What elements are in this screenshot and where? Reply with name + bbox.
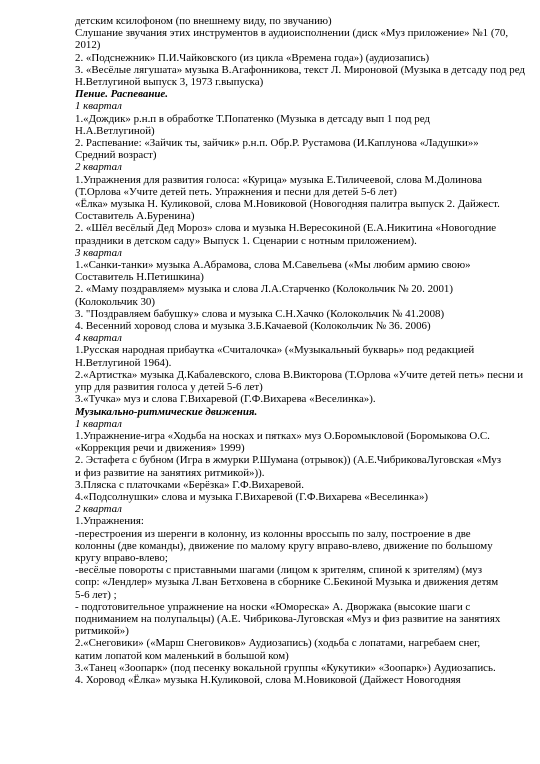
text-line: праздники в детском саду» Выпуск 1. Сценарии с нотным приложением).	[75, 234, 417, 247]
text-line: 2. «Маму поздравляем» музыка и слова Л.А.Старченко (Колокольчик № 20. 2001)	[75, 283, 453, 296]
text-line: -перестроения из шеренги в колонну, из колонны вроссыпь по залу, построение в две	[75, 527, 471, 540]
text-line: Н.А.Ветлугиной)	[75, 124, 155, 137]
quarter-subheading: 2 квартал	[75, 161, 122, 174]
text-line: -весёлые повороты с приставными шагами (лицом к зрителям, спиной к зрителям) (муз	[75, 564, 483, 577]
text-line: Н.Ветлугиной 1964).	[75, 356, 172, 369]
text-line: Н.Ветлугиной выпуск 3, 1973 г.выпуска)	[75, 76, 264, 89]
text-line: 3.«Тучка» муз и слова Г.Вихаревой (Г.Ф.Вихарева «Веселинка»).	[75, 393, 376, 406]
text-line: - подготовительное упражнение на носки «Юмореска» А. Дворжака (высокие шаги с	[75, 600, 471, 613]
section-heading: Пение. Распевание.	[75, 88, 168, 101]
text-line: «Ёлка» музыка Н. Куликовой, слова М.Новиковой (Новогодняя палитра выпуск 2. Дайжест.	[75, 198, 500, 211]
text-line: 2012)	[75, 39, 101, 52]
quarter-subheading: 2 квартал	[75, 503, 122, 516]
text-line: Средний возраст)	[75, 149, 157, 162]
text-line: 2. «Шёл весёлый Дед Мороз» слова и музыка Н.Вересокиной (Е.А.Никитина «Новогодние	[75, 222, 497, 235]
text-line: и физ развитие на занятиях ритмикой»)).	[75, 466, 265, 479]
quarter-subheading: 1 квартал	[75, 100, 122, 113]
text-line: (Т.Орлова «Учите детей петь. Упражнения и песни для детей 5-6 лет)	[75, 185, 397, 198]
text-line: 1.«Санки-танки» музыка А.Абрамова, слова М.Савельева («Мы любим армию свою»	[75, 259, 471, 272]
text-line: 1.Русская народная прибаутка «Считалочка» («Музыкальный букварь» под редакцией	[75, 344, 475, 357]
text-line: «Коррекция речи и движения» 1999)	[75, 442, 245, 455]
text-line: 4. Весенний хоровод слова и музыка З.Б.Качаевой (Колокольчик № 36. 2006)	[75, 320, 431, 333]
text-line: 5-6 лет) ;	[75, 588, 117, 601]
text-line: 3.«Танец «Зоопарк» (под песенку вокальной группы «Кукутики» «Зоопарк») Аудиозапись.	[75, 661, 496, 674]
text-line: ритмикой»)	[75, 625, 129, 638]
quarter-subheading: 1 квартал	[75, 417, 122, 430]
text-line: подниманием на полупальцы) (А.Е. Чибрикова-Луговская «Муз и физ развитие на занятиях	[75, 612, 501, 625]
text-line: Составитель Н.Петишкина)	[75, 271, 204, 284]
text-line: катим лопатой ком маленький в большой ком)	[75, 649, 289, 662]
text-line: 3. «Весёлые лягушата» музыка В.Агафонникова, текст Л. Мироновой (Музыка в детсаду под ред	[75, 63, 525, 76]
text-line: 4. Хоровод «Ёлка» музыка Н.Куликовой, слова М.Новиковой (Дайжест Новогодняя	[75, 673, 461, 686]
section-heading: Музыкально-ритмические движения.	[75, 405, 258, 418]
text-line: 3. "Поздравляем бабушку» слова и музыка С.Н.Хачко (Колокольчик № 41.2008)	[75, 307, 445, 320]
text-line: 2. Эстафета с бубном (Игра в жмурки Р.Шумана (отрывок)) (А.Е.ЧибриковаЛуговская «Муз	[75, 454, 501, 467]
text-line: Слушание звучания этих инструментов в аудиоисполнении (диск «Муз приложение» №1 (70,	[75, 27, 509, 40]
text-line: 4.«Подсолнушки» слова и музыка Г.Вихаревой (Г.Ф.Вихарева «Веселинка»)	[75, 490, 429, 503]
quarter-subheading: 3 квартал	[75, 246, 122, 259]
text-line: 2.«Снеговики» («Марш Снеговиков» Аудиозапись) (ходьба с лопатами, нагребаем снег,	[75, 637, 481, 650]
text-line: 1.Упражнения:	[75, 515, 144, 528]
text-line: 2. «Подснежник» П.И.Чайковского (из цикла «Времена года») (аудиозапись)	[75, 51, 430, 64]
text-line: Составитель А.Буренина)	[75, 210, 195, 223]
quarter-subheading: 4 квартал	[75, 332, 122, 345]
text-line: 2.«Артистка» музыка Д.Кабалевского, слова В.Викторова (Т.Орлова «Учите детей петь» песни и	[75, 368, 524, 381]
text-line: сопр: «Лендлер» музыка Л.ван Бетховена в сборнике С.Бекиной Музыка и движения детям	[75, 576, 499, 589]
text-line: 1.Упражнение-игра «Ходьба на носках и пятках» муз О.Боромыкловой (Боромыкова О.С.	[75, 429, 490, 442]
text-line: (Колокольчик 30)	[75, 295, 155, 308]
text-line: детским ксилофоном (по внешнему виду, по звучанию)	[75, 15, 332, 27]
text-line: 3.Пляска с платочками «Берёзка» Г.Ф.Вихаревой.	[75, 478, 304, 491]
text-line: 1.Упражнения для развития голоса: «Курица» музыка Е.Тиличеевой, слова М.Долинова	[75, 173, 483, 186]
text-line: кругу вправо-влево;	[75, 551, 168, 564]
text-line: 2. Распевание: «Зайчик ты, зайчик» р.н.п. Обр.Р. Рустамова (И.Каплунова «Ладушки»»	[75, 137, 479, 150]
text-line: колонны (две команды), движение по малому кругу вправо-влево, движение по большому	[75, 539, 493, 552]
text-line: 1.«Дождик» р.н.п в обработке Т.Попатенко (Музыка в детсаду вып 1 под ред	[75, 112, 430, 125]
text-line: упр для развития голоса у детей 5-6 лет)	[75, 381, 263, 394]
